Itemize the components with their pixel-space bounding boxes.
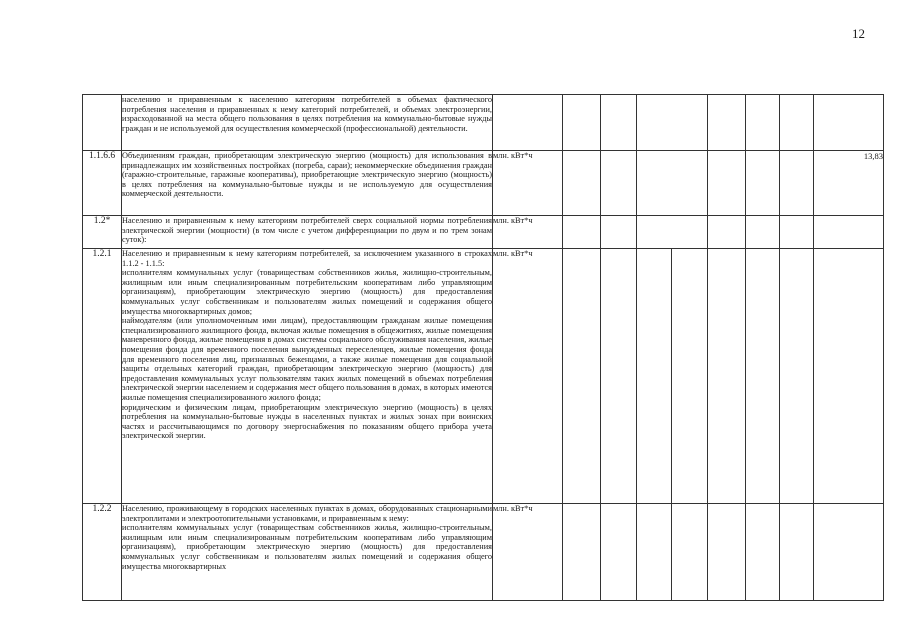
value-cell bbox=[601, 249, 637, 504]
row-number: 1.2.1 bbox=[83, 249, 122, 504]
value-cell bbox=[637, 504, 708, 601]
row-number: 1.1.6.6 bbox=[83, 151, 122, 216]
description-paragraph: Объединениям граждан, приобретающим электрическую энергию (мощность) для использования в принадлежащих им хозяйственных постройках (погреба, сараи); некоммерческие объединения граждан (гаражно-строительные, гаражные кооперативы), приобретающие электрическую энергию (мощность) в целях потребления на коммунально-бытовые нужды и не используемую для осуществления коммерческой деятельности. bbox=[122, 151, 492, 199]
row-value bbox=[814, 249, 884, 504]
value-cell bbox=[780, 151, 814, 216]
description-paragraph: исполнителям коммунальных услуг (товариществам собственников жилья, жилищно-строительным, жилищным или иным специализированным потребительским кооперативам либо управляющим организациям), приобретающим электрическую энергию (мощность) для предоставления коммунальных услуг собственникам и пользователям жилых помещений и содержания общего имущества многоквартирных bbox=[122, 523, 492, 571]
table-row bbox=[83, 216, 884, 249]
row-description bbox=[122, 216, 493, 249]
description-paragraph: Населению, проживающему в городских населенных пунктах в домах, оборудованных стационарными электроплитами и электроотопительными установками, и приравненным к нему: bbox=[122, 504, 492, 523]
value-cell bbox=[601, 216, 637, 249]
value-cell bbox=[746, 151, 780, 216]
value-cell bbox=[780, 249, 814, 504]
row-number: 1.2* bbox=[83, 216, 122, 249]
description-paragraph: наймодателям (или уполномоченным ими лицам), предоставляющим гражданам жилые помещения специализированного жилищного фонда, включая жилые помещения в общежитиях, жилые помещения маневренного фонда, жилые помещения в домах системы социального обслуживания населения, жилые помещения фонда для временного поселения вынужденных переселенцев, жилые помещения фонда для временного поселения лиц, признанных беженцами, а также жилые помещения для социальной защиты отдельных категорий граждан, приобретающим электрическую энергию (мощность) для предоставления коммунальных услуг пользователям таких жилых помещений в объемах потребления электрической энергии населением и содержания мест общего пользования в домах, в которых имеются жилые помещения специализированного жилого фонда; bbox=[122, 316, 492, 402]
value-cell bbox=[746, 95, 780, 151]
value-cell bbox=[708, 216, 746, 249]
value-cell bbox=[563, 249, 601, 504]
value-cell bbox=[563, 504, 601, 601]
value-cell bbox=[637, 249, 708, 504]
row-number: 1.2.2 bbox=[83, 504, 122, 601]
value-cell bbox=[637, 151, 708, 216]
value-cell bbox=[708, 151, 746, 216]
value-cell bbox=[708, 95, 746, 151]
row-unit bbox=[493, 95, 563, 151]
table-row bbox=[83, 151, 884, 216]
row-value bbox=[814, 95, 884, 151]
description-paragraph: Населению и приравненным к нему категориям потребителей, за исключением указанного в строках 1.1.2 - 1.1.5: bbox=[122, 249, 492, 268]
value-cell bbox=[601, 95, 637, 151]
tariff-table bbox=[82, 94, 884, 601]
row-unit: млн. кВт*ч bbox=[493, 504, 563, 601]
value-cell bbox=[746, 249, 780, 504]
row-description bbox=[122, 95, 493, 151]
cell-divider bbox=[671, 504, 672, 600]
value-cell bbox=[708, 504, 746, 601]
value-cell bbox=[637, 95, 708, 151]
row-description bbox=[122, 151, 493, 216]
row-number bbox=[83, 95, 122, 151]
value-cell bbox=[746, 216, 780, 249]
value-cell bbox=[563, 95, 601, 151]
page-number: 12 bbox=[852, 26, 865, 41]
table-row bbox=[83, 504, 884, 601]
row-unit: млн. кВт*ч bbox=[493, 249, 563, 504]
value-cell bbox=[601, 151, 637, 216]
description-paragraph: Населению и приравненным к нему категориям потребителей сверх социальной нормы потребления электрической энергии (мощности) (в том числе с учетом дифференциации по двум и по трем зонам суток): bbox=[122, 216, 492, 245]
table-row bbox=[83, 95, 884, 151]
description-paragraph: населению и приравненным к населению категориям потребителей в объемах фактического потребления населения и приравненных к нему категорий потребителей, и объемах электроэнергии, израсходованной на места общего пользования в целях потребления на коммунально-бытовые нужды граждан и не используемой для осуществления коммерческой (профессиональной) деятельности. bbox=[122, 95, 492, 133]
cell-divider bbox=[671, 249, 672, 503]
value-cell bbox=[780, 216, 814, 249]
value-cell bbox=[780, 95, 814, 151]
value-cell bbox=[708, 249, 746, 504]
value-cell bbox=[746, 504, 780, 601]
description-paragraph: юридическим и физическим лицам, приобретающим электрическую энергию (мощность) в целях потребления на коммунально-бытовые нужды в населенных пунктах и жилых зонах при воинских частях и рассчитывающимся по договору энергоснабжения по показаниям общего прибора учета электрической энергии. bbox=[122, 402, 492, 441]
value-cell bbox=[601, 504, 637, 601]
row-value bbox=[814, 216, 884, 249]
value-cell bbox=[780, 504, 814, 601]
value-cell bbox=[563, 216, 601, 249]
row-value bbox=[814, 504, 884, 601]
row-unit: млн. кВт*ч bbox=[493, 216, 563, 249]
table-row bbox=[83, 249, 884, 504]
row-description bbox=[122, 249, 493, 504]
value-cell bbox=[563, 151, 601, 216]
row-value: 13,83 bbox=[814, 151, 884, 216]
value-cell bbox=[637, 216, 708, 249]
row-unit: млн. кВт*ч bbox=[493, 151, 563, 216]
description-paragraph: исполнителям коммунальных услуг (товариществам собственников жилья, жилищно-строительным, жилищным или иным специализированным потребительским кооперативам либо управляющим организациям), приобретающим электрическую энергию (мощность) для предоставления коммунальных услуг собственникам и пользователям жилых помещений и содержания общего имущества многоквартирных домов; bbox=[122, 268, 492, 316]
row-description bbox=[122, 504, 493, 601]
